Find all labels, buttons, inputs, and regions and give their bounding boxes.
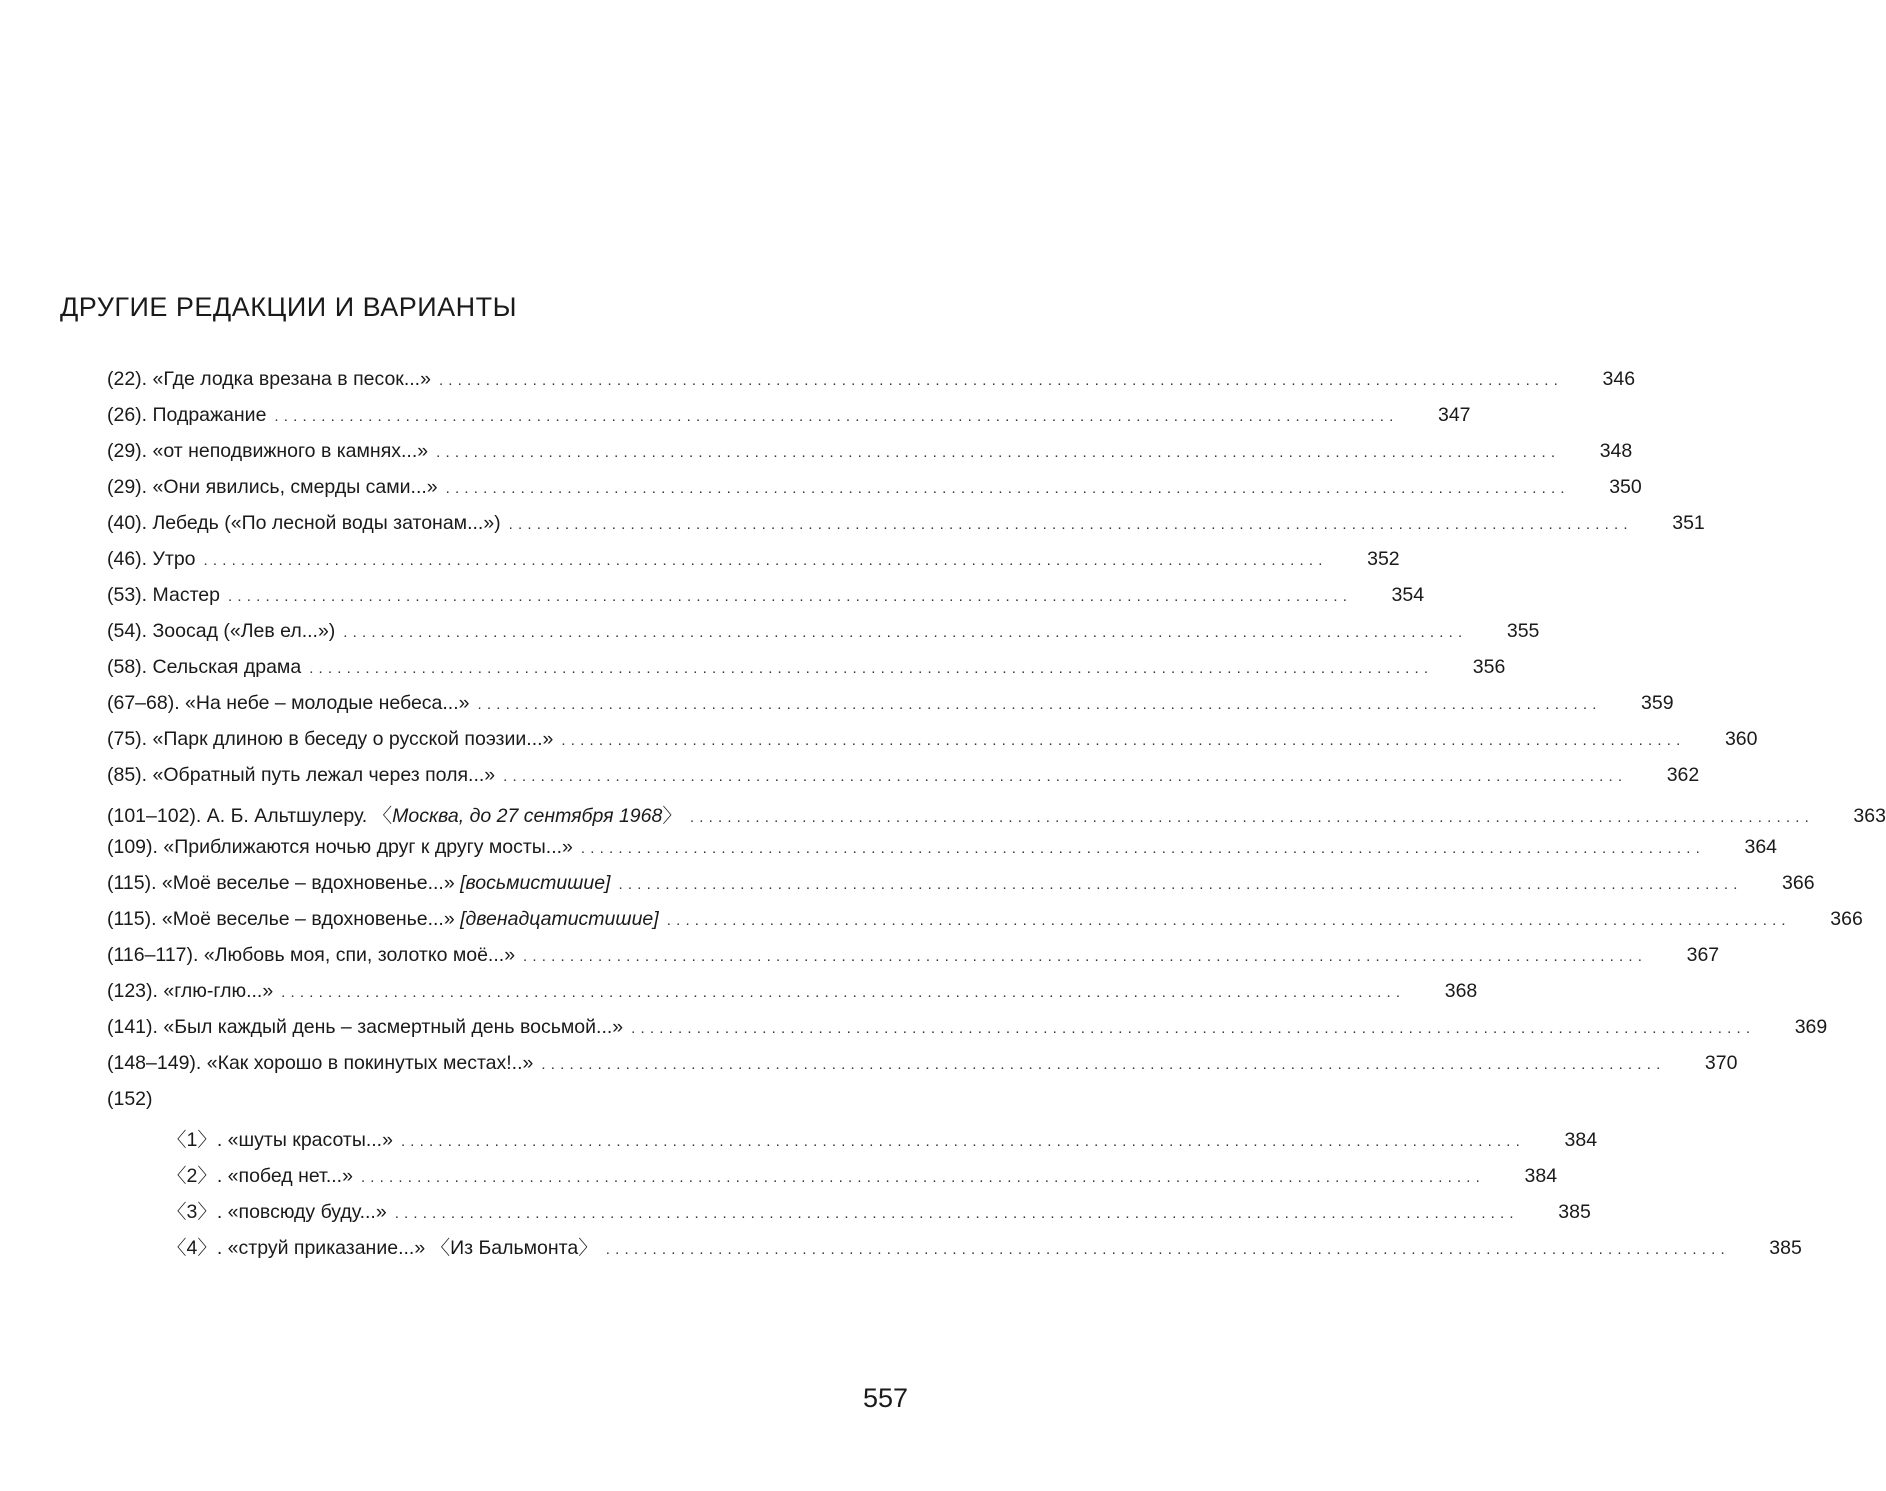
page-title: ДРУГИЕ РЕДАКЦИИ И ВАРИАНТЫ bbox=[60, 292, 518, 322]
dot-leader: ........................................................................................................................ bbox=[631, 1020, 1756, 1037]
toc-entry bbox=[107, 872, 1815, 908]
toc-entry-text: (115). «Моё веселье – вдохновенье...» bbox=[107, 872, 461, 894]
toc-entry bbox=[107, 836, 1778, 872]
dot-leader: ........................................................................................................................ bbox=[438, 372, 1564, 389]
toc-entry-title bbox=[107, 656, 301, 679]
toc-entry-title bbox=[107, 548, 196, 571]
toc-entry-text: (58). Сельская драма bbox=[107, 656, 302, 678]
toc-entry-text: (123). «глю-глю...» bbox=[107, 980, 274, 1002]
toc-entry-page: 364 bbox=[1744, 836, 1778, 858]
toc-entry-page: 366 bbox=[1782, 872, 1815, 894]
toc-entry-text: (22). «Где лодка врезана в песок...» bbox=[107, 368, 431, 390]
toc-entry-text: (29). «от неподвижного в камнях...» bbox=[107, 440, 429, 462]
toc-entry-page: 369 bbox=[1794, 1016, 1828, 1038]
toc-entry-page: 355 bbox=[1506, 620, 1540, 642]
dot-leader: ........................................................................................................................ bbox=[477, 696, 1602, 713]
toc-entry-page: 385 bbox=[1558, 1201, 1591, 1223]
toc-entry-text: 〈3〉. «повсюду буду...» bbox=[167, 1201, 387, 1223]
toc-entry-text: (67–68). «На небе – молодые небеса...» bbox=[107, 692, 470, 714]
toc-entry bbox=[107, 584, 1425, 620]
toc-entry-page: 368 bbox=[1444, 980, 1478, 1002]
toc-entry-title bbox=[107, 836, 573, 859]
toc-entry-title bbox=[107, 692, 469, 715]
toc-entry bbox=[107, 368, 1636, 404]
toc-entry-bracket: 〉 bbox=[662, 805, 682, 827]
toc-entry-title bbox=[107, 944, 515, 967]
toc-entry bbox=[107, 1088, 907, 1124]
toc-entry-page: 362 bbox=[1666, 764, 1700, 786]
dot-leader: ........................................................................................................................ bbox=[689, 809, 1814, 826]
toc-entry-text: (53). Мастер bbox=[107, 584, 220, 606]
toc-entry bbox=[107, 440, 1633, 476]
dot-leader: ........................................................................................................................ bbox=[561, 732, 1686, 749]
dot-leader: ........................................................................................................................ bbox=[580, 840, 1706, 857]
toc-entry bbox=[107, 764, 1700, 800]
dot-leader: ........................................................................................................................ bbox=[227, 588, 1353, 605]
dot-leader: ........................................................................................................................ bbox=[605, 1241, 1730, 1258]
toc-entry-title bbox=[107, 476, 438, 499]
dot-leader: ........................................................................................................................ bbox=[618, 876, 1743, 893]
toc-entry-text: (148–149). «Как хорошо в покинутых местах!..» bbox=[107, 1052, 534, 1074]
toc-entry-text: (101–102). А. Б. Альтшулеру. 〈 bbox=[107, 805, 393, 827]
dot-leader: ........................................................................................................................ bbox=[508, 516, 1633, 533]
toc-entry bbox=[107, 548, 1400, 584]
toc-entry-page: 370 bbox=[1704, 1052, 1738, 1074]
toc-entry-text: (46). Утро bbox=[107, 548, 196, 570]
toc-entry-text: (40). Лебедь («По лесной воды затонам...») bbox=[107, 512, 501, 534]
toc-entry-text: (115). «Моё веселье – вдохновенье...» bbox=[107, 908, 461, 930]
toc-entry-page: 367 bbox=[1686, 944, 1720, 966]
toc-entry-title bbox=[107, 800, 682, 828]
toc-entry bbox=[107, 656, 1506, 692]
page-number: 557 bbox=[862, 1383, 908, 1413]
toc-entry-text: (26). Подражание bbox=[107, 404, 267, 426]
toc-entry-text: (75). «Парк длиною в беседу о русской поэзии...» bbox=[107, 728, 554, 750]
toc-entry-text: (29). «Они явились, смерды сами...» bbox=[107, 476, 438, 498]
toc-entry bbox=[107, 1232, 1802, 1268]
toc-entry bbox=[107, 908, 1863, 944]
toc-entry-page: 384 bbox=[1524, 1165, 1558, 1187]
toc-entry-title bbox=[107, 440, 428, 463]
toc-entry-page: 348 bbox=[1599, 440, 1633, 462]
dot-leader: ........................................................................................................................ bbox=[360, 1169, 1486, 1186]
toc-entry bbox=[107, 476, 1642, 512]
toc-entry-page: 346 bbox=[1602, 368, 1636, 390]
toc-entry bbox=[107, 1052, 1738, 1088]
toc-entry-page: 366 bbox=[1830, 908, 1863, 930]
toc-entry-title bbox=[107, 1016, 623, 1039]
toc-entry-note: [двенадцатистишие] bbox=[460, 908, 659, 930]
toc-entry-page: 385 bbox=[1769, 1237, 1802, 1259]
toc-entry-text: (54). Зоосад («Лев ел...») bbox=[107, 620, 336, 642]
toc-entry-title bbox=[107, 584, 220, 607]
dot-leader: ........................................................................................................................ bbox=[343, 624, 1468, 641]
toc-entry-title bbox=[107, 908, 659, 931]
toc-entry-title bbox=[107, 1052, 533, 1075]
toc-entry-text: (141). «Был каждый день – засмертный день восьмой...» bbox=[107, 1016, 624, 1038]
toc-entry-page: 350 bbox=[1609, 476, 1642, 498]
dot-leader: ........................................................................................................................ bbox=[541, 1056, 1666, 1073]
toc-entry-title bbox=[167, 1196, 387, 1224]
dot-leader: ........................................................................................................................ bbox=[666, 912, 1791, 929]
toc-entry bbox=[107, 800, 1886, 836]
toc-entry-page: 354 bbox=[1391, 584, 1425, 606]
toc-entry-text: (109). «Приближаются ночью друг к другу мосты...» bbox=[107, 836, 573, 858]
dot-leader: ........................................................................................................................ bbox=[503, 768, 1628, 785]
dot-leader: ........................................................................................................................ bbox=[445, 480, 1570, 497]
dot-leader: ........................................................................................................................ bbox=[523, 948, 1648, 965]
toc-entry-page: 351 bbox=[1672, 512, 1705, 534]
toc-entry-page: 359 bbox=[1641, 692, 1674, 714]
toc-entry bbox=[107, 404, 1471, 440]
dot-leader: ........................................................................................................................ bbox=[400, 1133, 1526, 1150]
dot-leader: ........................................................................................................................ bbox=[394, 1205, 1519, 1222]
toc-entry-page: 347 bbox=[1437, 404, 1471, 426]
toc-entry-title bbox=[107, 980, 273, 1003]
toc-entry-title bbox=[107, 728, 553, 751]
dot-leader: ........................................................................................................................ bbox=[281, 984, 1406, 1001]
toc-entry bbox=[107, 512, 1705, 548]
toc-entry-page: 384 bbox=[1564, 1129, 1598, 1151]
toc-entry-title bbox=[107, 512, 501, 535]
toc-entry-title bbox=[167, 1124, 393, 1152]
toc-entry bbox=[107, 1016, 1828, 1052]
toc-entry bbox=[107, 944, 1720, 980]
table-of-contents bbox=[107, 368, 1886, 1268]
toc-entry bbox=[107, 620, 1540, 656]
toc-entry-title bbox=[107, 1088, 153, 1111]
toc-entry-title bbox=[107, 872, 610, 895]
toc-entry-title bbox=[107, 764, 495, 787]
toc-entry bbox=[107, 1196, 1591, 1232]
toc-entry-text: 〈1〉. «шуты красоты...» bbox=[167, 1129, 393, 1151]
toc-entry-page: 363 bbox=[1853, 805, 1886, 827]
dot-leader: ........................................................................................................................ bbox=[436, 444, 1561, 461]
toc-entry-title bbox=[107, 368, 431, 391]
toc-entry-text: (116–117). «Любовь моя, спи, золотко моё...» bbox=[107, 944, 516, 966]
toc-entry-text: (85). «Обратный путь лежал через поля...» bbox=[107, 764, 496, 786]
toc-entry-text: (152) bbox=[107, 1088, 153, 1110]
dot-leader: ........................................................................................................................ bbox=[203, 552, 1328, 569]
dot-leader: ........................................................................................................................ bbox=[309, 660, 1434, 677]
toc-entry-title bbox=[107, 620, 335, 643]
toc-entry-title bbox=[167, 1232, 598, 1260]
toc-entry-title bbox=[107, 404, 266, 427]
toc-entry-page: 352 bbox=[1367, 548, 1400, 570]
toc-entry-note: [восьмистишие] bbox=[460, 872, 611, 894]
toc-entry-page: 360 bbox=[1724, 728, 1758, 750]
toc-entry-title bbox=[167, 1160, 353, 1188]
toc-entry-text: 〈2〉. «побед нет...» bbox=[167, 1165, 353, 1187]
toc-entry bbox=[107, 692, 1674, 728]
toc-entry bbox=[107, 1160, 1558, 1196]
toc-entry bbox=[107, 728, 1758, 764]
toc-entry-note: Москва, до 27 сентября 1968 bbox=[392, 805, 663, 827]
toc-entry bbox=[107, 1124, 1598, 1160]
dot-leader: ........................................................................................................................ bbox=[274, 408, 1399, 425]
toc-entry-page: 356 bbox=[1472, 656, 1506, 678]
toc-entry bbox=[107, 980, 1478, 1016]
toc-entry-text: 〈4〉. «струй приказание...» 〈Из Бальмонта〉 bbox=[167, 1237, 598, 1259]
